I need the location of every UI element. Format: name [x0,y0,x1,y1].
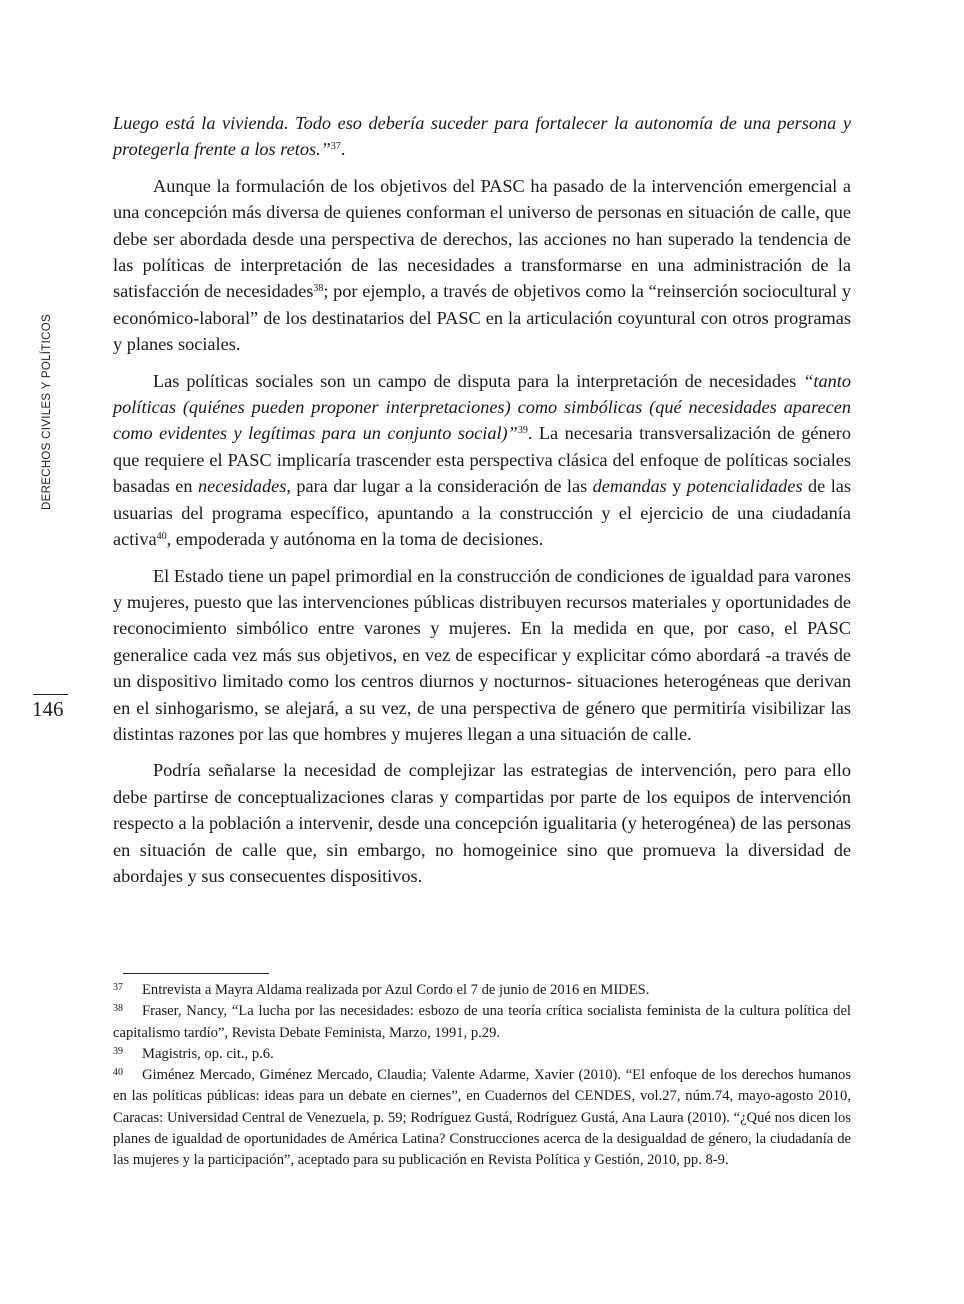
paragraph-state-role [113,563,851,748]
paragraph-text: ; por ejemplo, a través de objetivos como la “reinserción sociocultural y económico-laboral” de los destinatarios del PASC en la articulación coyuntural con otros programas y planes sociales. [113,281,851,355]
paragraph-intervention-strategies [113,757,851,889]
footnote-40: 40 Giménez Mercado, Giménez Mercado, Claudia; Valente Adarme, Xavier (2010). “El enfoque de los derechos humanos en las políticas públicas: ideas para un debate en ciernes”, en Cuadernos del CENDES, vol.27, núm.74, mayo-agosto 2010, Caracas: Universidad Central de Venezuela, p. 59; Rodríguez Gustá, Rodríguez Gustá, Ana Laura (2010). “¿Qué nos dicen los planes de igualdad de oportunidades de América Latina? Construcciones acerca de la desigualdad de género, la ciudadanía de las mujeres y la participación”, aceptado para su publicación en Revista Política y Gestión, 2010, pp. 8-9. [113,1067,851,1169]
italic-text: “tanto políticas (quiénes pueden proponer interpretaciones) como simbólicas (qué necesidades aparecen como evidentes y legítimas para un conjunto social)” [113,370,851,444]
paragraph-text: . La necesaria transversalización de género que requiere el PASC implicaría trascender esta perspectiva clásica del enfoque de políticas sociales basadas en [113,423,851,497]
italic-text: Luego está la vivienda. Todo eso debería suceder para fortalecer la autonomía de una persona y protegerla frente a los retos.” [113,113,851,160]
footnote-38: 38 Fraser, Nancy, “La lucha por las necesidades: esbozo de una teoría crítica socialista feminista de la cultura política del capitalismo tardío”, Revista Debate Feminista, Marzo, 1991, p.29. [113,1003,851,1041]
footnote-text: Fraser, Nancy, “La lucha por las necesidades: esbozo de una teoría crítica socialista feminista de la cultura política del capitalismo tardío”, Revista Debate Feminista, Marzo, 1991, p.29. [113,1003,851,1041]
paragraph-quote-continuation [113,110,851,163]
paragraph-text: Aunque la formulación de los objetivos del PASC ha pasado de la intervención emergencial a una concepción más diversa de quienes conforman el universo de personas en situación de calle, que debe ser abordada desde una perspectiva de derechos, las acciones no han superado la tendencia de las políticas de interpretación de las necesidades a transformarse en una administración de la satisfacción de necesidades [113,175,851,302]
paragraph-text: Las políticas sociales son un campo de disputa para la interpretación de necesidades [153,370,804,391]
paragraph-text: El Estado tiene un papel primordial en la construcción de condiciones de igualdad para varones y mujeres, puesto que las intervenciones públicas distribuyen recursos materiales y oportunidades de reconocimiento simbólico entre varones y mujeres. En la medida en que, por caso, el PASC generalice cada vez más sus objetivos, en vez de especificar y explicitar cómo abordará -a través de un dispositivo limitado como los centros diurnos y nocturnos- situaciones heterogéneas que derivan en el sinhogarismo, se alejará, a su vez, de una perspectiva de género que permitiría visibilizar las distintas razones por las que hombres y mujeres llegan a una situación de calle. [113,565,851,744]
paragraph-text: Podría señalarse la necesidad de complejizar las estrategias de intervención, pero para ello debe partirse de conceptualizaciones claras y compartidas por parte de los equipos de intervención respecto a la población a intervenir, desde una concepción igualitaria (y heterogénea) de las personas en situación de calle que, sin embargo, no homogeinice sino que promueva la diversidad de abordajes y sus consecuentes dispositivos. [113,760,851,886]
footnote-ref: 38 [313,283,324,295]
italic-text: necesidades [198,476,287,497]
footnote-39: 39 Magistris, op. cit., p.6. [113,1045,274,1062]
footnote-separator [123,973,269,974]
footnote-ref: 40 [156,531,167,543]
footnote-text: Magistris, op. cit., p.6. [142,1045,274,1062]
paragraph-pasc-objectives [113,173,851,358]
footnote-text: Giménez Mercado, Giménez Mercado, Claudia; Valente Adarme, Xavier (2010). “El enfoque de los derechos humanos en las políticas públicas: ideas para un debate en ciernes”, en Cuadernos del CENDES, vol.27, núm.74, mayo-agosto 2010, Caracas: Universidad Central de Venezuela, p. 59; Rodríguez Gustá, Rodríguez Gustá, Ana Laura (2010). “¿Qué nos dicen los planes de igualdad de oportunidades de América Latina? Construcciones acerca de la desigualdad de género, la ciudadanía de las mujeres y la participación”, aceptado para su publicación en Revista Política y Gestión, 2010, pp. 8-9. [113,1067,851,1169]
paragraph-social-policies [113,368,851,553]
running-section-title-text: DERECHOS CIVILES Y POLÍTICOS [41,314,53,510]
page-number-rule [33,694,68,695]
italic-text: demandas [592,476,667,497]
page-number: 146 [32,697,64,721]
italic-text: potencialidades [686,476,803,497]
paragraph-text: , empoderada y autónoma en la toma de decisiones. [166,529,544,550]
footnote-text: Entrevista a Mayra Aldama realizada por Azul Cordo el 7 de junio de 2016 en MIDES. [142,982,650,998]
paragraph-text: y [666,476,687,497]
footnote-37: 37 Entrevista a Mayra Aldama realizada por Azul Cordo el 7 de junio de 2016 en MIDES. [113,982,650,998]
footnote-ref: 39 [517,425,528,437]
paragraph-text: , para dar lugar a la consideración de las [286,476,593,497]
footnote-ref: 37 [330,141,341,153]
paragraph-text: de las usuarias del programa específico, apuntando a la construcción y el ejercicio de una ciudadanía activa [113,476,852,550]
body-text [113,110,851,899]
footnotes [113,980,851,1172]
paragraph-text: . [340,139,346,160]
